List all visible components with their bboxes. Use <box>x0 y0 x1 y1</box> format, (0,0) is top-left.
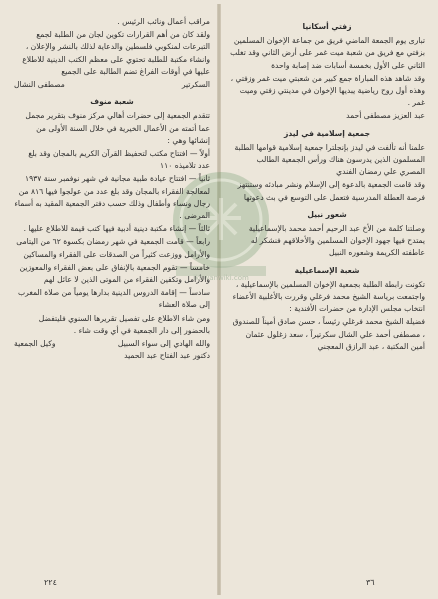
paragraph: ثالثاً — إنشاء مكتبة دينية أدبية فيها كتب قيمة للاطلاع عليها . <box>23 224 210 234</box>
paragraph: ومن شاء الاطلاع على تفصيل تقريرها السنوي فليتفضل بالحضور إلى دار الجمعية في أي وقت شاء . <box>38 313 210 335</box>
signature-line <box>229 110 425 122</box>
paragraph: أولاً — افتتاح مكتب لتحفيظ القرآن الكريم بالمجان وقد بلغ عدد تلاميذه ١١٠ <box>28 149 210 171</box>
paragraph: وصلتنا كلمة من الأخ عبد الرحيم أحمد محمد بالإسماعيلية يمتدح فيها جهود الإخوان المسلمين والأخلاقهم فنشكر له عاطفته الكريمة وشعوره النبيل <box>248 224 425 258</box>
section-heading: زفتي أسكانيا <box>302 22 352 31</box>
right-page-column <box>229 16 425 354</box>
paragraph: تبارى يوم الجمعة الماضي فريق من جماعة الإخوان المسلمين بزفتي مع فريق من شعبة ميت غمر على أرض الثاني وقد تغلب الثاني على الأول بخمسة أسابات ضد إصابة واحدة <box>230 36 425 70</box>
paragraph: تتقدم الجمعية إلى حضرات أهالي مركز منوف بتقرير مجمل عما أتمته من الأعمال الخيرية في خلال السنة الأولى من إنشائها وهي : <box>25 111 210 145</box>
page-number: ٢٢٤ <box>44 578 57 587</box>
paragraph: علمنا أنه تألفت في ليدز بإنجلترا جمعية إسلامية قوامها الطلبة المسلمون الذين يدرسون هناك ورأس الجمعية الطالب المصري علي رمضان الفندي <box>234 142 425 177</box>
section-heading: جمعية إسلامية في ليدز <box>283 128 371 138</box>
signature-name: عبد العزيز مصطفى أحمد <box>346 111 425 121</box>
signature-role: وكيل الجمعية <box>14 339 56 349</box>
signature-line <box>14 338 210 350</box>
page-number: ٣٦ <box>366 578 375 587</box>
paragraph: مراقب أعمال ونائب الرئيس . <box>117 17 210 26</box>
paragraph: وقد قامت الجمعية بالدعوة إلى الإسلام ونشر مبادئه وستنتهز فرصة العطلة المدرسية فتعمل على التوسع في بث دعوتها <box>237 180 425 202</box>
closing-text: والله الهادي إلى سواء السبيل <box>117 339 210 349</box>
paragraph: ولقد كان من أهم القرارات تكوين لجان من الطلبة لجمع التبرعات لمنكوبي فلسطين والدعاية لذلك بالنشر والإعلان ، وانشاء مكتبة للطلبة تحتوي على معظم الكتب الدينية للاطلاع عليها في أوقات الفراغ تضم الطالبة على الجميع <box>22 30 210 76</box>
signature-role: السكرتير <box>181 80 210 90</box>
signature-line <box>14 350 210 362</box>
paragraph: خامساً — تقوم الجمعية بالإنفاق على بعض الفقراء والمعوزين والأرامل وتكفين الفقراء من الموتى الذين لا عائل لهم <box>19 262 210 285</box>
paragraph: رابعاً — قامت الجمعية في شهر رمضان بكسوة ٦٢ من اليتامى والأرامل ووزعت كثيراً من الصدقات على الفقراء والمساكين <box>16 237 210 259</box>
watermark-text: ikhwanwiki.com <box>193 274 249 282</box>
paragraph: فضيلة الشيخ محمد فرغلي رئيساً ، حسن صادق أميناً للصندوق ، مصطفى أحمد علي الشال سكرتيراً ، سعد زغلول عثمان أمين المكتبة ، عبد الرازق المعجني <box>232 317 425 351</box>
paragraph: سادساً — إقامة الدروس الدينية بدارها يومياً من صلاة المغرب إلى صلاة العشاء <box>18 288 210 310</box>
section-heading: شعبة منوف <box>90 97 134 107</box>
paragraph: ثانياً — افتتاح عيادة طبية مجانية في شهر نوفمبر سنة ١٩٣٧ لمعالجة الفقراء بالمجان وقد بلغ عدد من عولجوا فيها ٨١٦ من رجال ونساء وأطفال وذلك حسب دفتر الجمعية المقيد به أسماء المرضى . <box>14 174 210 221</box>
left-page-column <box>14 16 210 362</box>
paragraph: وقد شاهد هذه المباراة جمع كبير من شعبتي ميت غمر وزفتي ، وهذه أول روح رياضية يبديها الإخوان في مدينتي زفتي وميت غمر . <box>230 73 425 108</box>
paragraph: تكونت رابطة الطلبة بجمعية الإخوان المسلمين بالإسماعيلية ، واجتمعت برياسة الشيخ محمد فرغلي وقررت بالأغلبية الأعضاء انتخاب مجلس الإدارة من حضرات الأفندية : <box>232 279 425 314</box>
book-gutter <box>217 4 221 595</box>
section-heading: شعور نبيل <box>307 209 347 219</box>
signature-name: دكتور عبد الفتاح عبد الحميد <box>124 351 210 361</box>
section-heading: شعبة الإسماعيلية <box>294 265 360 275</box>
signature-name: مصطفى النشال <box>14 80 65 90</box>
signature-line <box>14 79 210 91</box>
